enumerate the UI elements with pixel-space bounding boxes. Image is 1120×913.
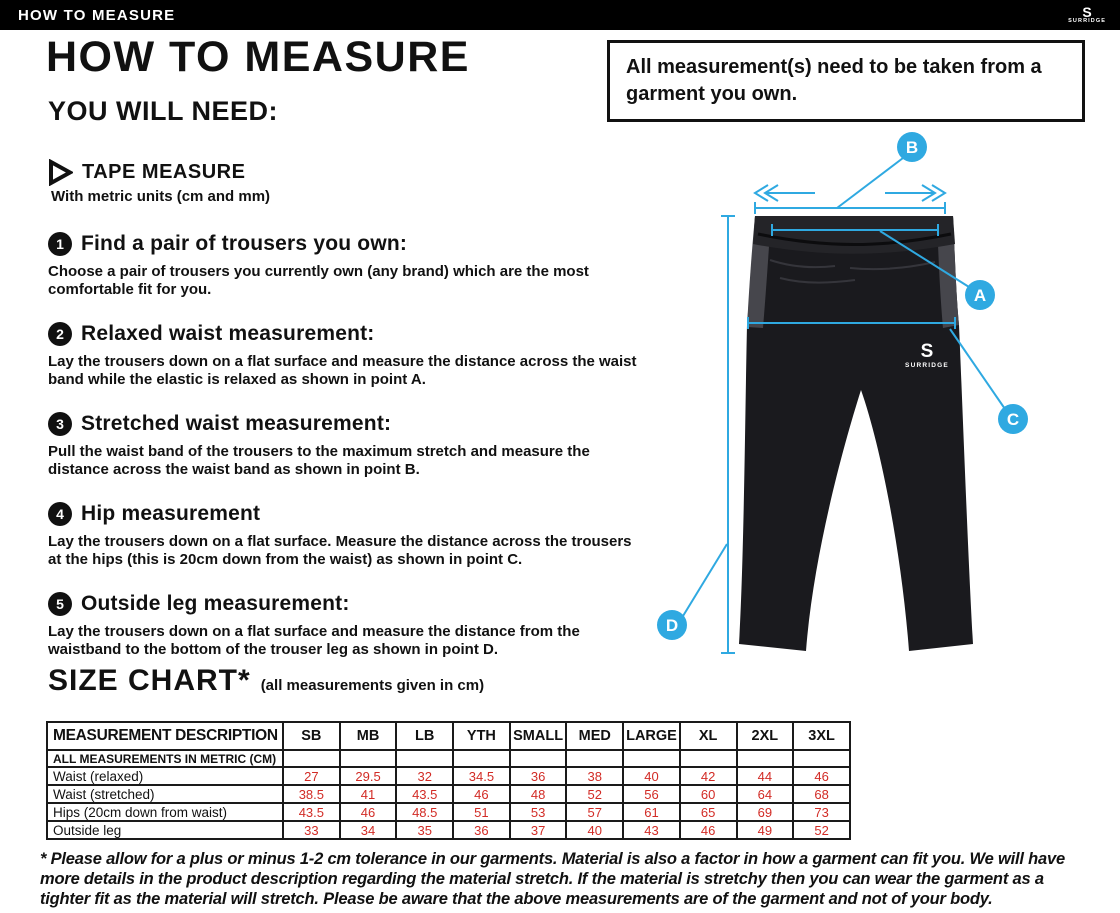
- cell-value: 52: [566, 785, 623, 803]
- stretched-waist-line: [755, 202, 945, 214]
- cell-value: 35: [396, 821, 453, 839]
- pointer-line-b: [837, 158, 903, 208]
- tape-measure-icon: [48, 159, 73, 186]
- column-header-mb: MB: [340, 722, 397, 750]
- step-1-title: Find a pair of trousers you own:: [81, 232, 408, 255]
- step-2-number-badge: 2: [48, 322, 72, 346]
- step-3-number-badge: 3: [48, 412, 72, 436]
- you-will-need-heading: YOU WILL NEED:: [48, 96, 279, 126]
- cell-value: 65: [680, 803, 737, 821]
- cell-value: 37: [510, 821, 567, 839]
- row-label: Outside leg: [47, 821, 283, 839]
- unit-row: [47, 750, 850, 767]
- cell-value: 34.5: [453, 767, 510, 785]
- step-1-number-badge: 1: [48, 232, 72, 256]
- cell-value: 43.5: [283, 803, 340, 821]
- step-3-heading: [48, 412, 648, 436]
- badge-c-label: C: [1006, 410, 1020, 429]
- table-row-waist-stretched: [47, 785, 850, 803]
- tape-measure-label: TAPE MEASURE: [82, 161, 246, 183]
- cell-value: 34: [340, 821, 397, 839]
- cell-value: 29.5: [340, 767, 397, 785]
- trousers-image: [739, 216, 973, 651]
- cell-value: 36: [453, 821, 510, 839]
- step-3-description: Pull the waist band of the trousers to the maximum stretch and measure the distance across the waist band as shown in point B.: [48, 443, 590, 479]
- waistband: [753, 216, 955, 254]
- cell-value: 73: [793, 803, 850, 821]
- cell-value: 38.5: [283, 785, 340, 803]
- step-2-title: Relaxed waist measurement:: [81, 322, 375, 345]
- unit-row-label: ALL MEASUREMENTS IN METRIC (CM): [47, 750, 283, 767]
- cell-value: 43: [623, 821, 680, 839]
- garment-s-icon: S: [920, 341, 934, 362]
- outside-leg-line: [721, 216, 735, 653]
- cell-value: 43.5: [396, 785, 453, 803]
- garment-brand-text: SURRIDGE: [905, 362, 949, 369]
- cell-value: 32: [396, 767, 453, 785]
- cell-value: 27: [283, 767, 340, 785]
- column-header-yth: YTH: [453, 722, 510, 750]
- cell-value: 41: [340, 785, 397, 803]
- step-4: [48, 502, 648, 570]
- step-5-number-badge: 5: [48, 592, 72, 616]
- cell-value: 48.5: [396, 803, 453, 821]
- cell-value: 49: [737, 821, 794, 839]
- note-text: All measurement(s) need to be taken from a garment you own.: [626, 56, 1042, 105]
- cell-value: 40: [623, 767, 680, 785]
- table-row-outside-leg: [47, 821, 850, 839]
- note-box: [607, 40, 1085, 122]
- step-1: [48, 232, 648, 300]
- row-label: Waist (stretched): [47, 785, 283, 803]
- step-5: [48, 592, 648, 660]
- cell-value: 57: [566, 803, 623, 821]
- step-5-heading: [48, 592, 648, 616]
- table-row-waist-relaxed: [47, 767, 850, 785]
- cell-value: 40: [566, 821, 623, 839]
- size-chart-heading: [48, 664, 484, 698]
- size-chart-table: [46, 721, 851, 840]
- surridge-logo: [1068, 3, 1110, 25]
- stretch-arrow-right-icon: [885, 185, 945, 201]
- cell-value: 46: [680, 821, 737, 839]
- trousers-body: [739, 216, 973, 651]
- top-bar: [0, 0, 1120, 30]
- row-label: Hips (20cm down from waist): [47, 803, 283, 821]
- step-2: [48, 322, 648, 390]
- column-header-2xl: 2XL: [737, 722, 794, 750]
- step-4-number-badge: 4: [48, 502, 72, 526]
- column-header-xl: XL: [680, 722, 737, 750]
- cell-value: 46: [453, 785, 510, 803]
- cell-value: 36: [510, 767, 567, 785]
- step-4-heading: [48, 502, 648, 526]
- column-header-3xl: 3XL: [793, 722, 850, 750]
- step-5-description: Lay the trousers down on a flat surface and measure the distance from the waistband to the bottom of the trouser leg as shown in point D.: [48, 623, 580, 659]
- pointer-line-d: [683, 544, 727, 616]
- step-4-description: Lay the trousers down on a flat surface. Measure the distance across the trousers at the hips (this is 20cm down from the waist) as shown in point C.: [48, 533, 632, 569]
- cell-value: 38: [566, 767, 623, 785]
- step-3: [48, 412, 648, 480]
- stretch-arrow-left-icon: [755, 185, 815, 201]
- badge-d-label: D: [665, 616, 679, 635]
- surridge-s-icon: S: [1082, 3, 1092, 20]
- cell-value: 44: [737, 767, 794, 785]
- size-chart-subtitle: (all measurements given in cm): [260, 677, 485, 694]
- badge-b-label: B: [905, 138, 919, 157]
- trousers-diagram: [650, 128, 1100, 676]
- cell-value: 33: [283, 821, 340, 839]
- step-1-description: Choose a pair of trousers you currently own (any brand) which are the most comfortable fit for you.: [48, 263, 589, 299]
- cell-value: 53: [510, 803, 567, 821]
- step-3-title: Stretched waist measurement:: [81, 412, 392, 435]
- cell-value: 69: [737, 803, 794, 821]
- size-chart-title: SIZE CHART*: [48, 664, 251, 697]
- tape-measure-detail: With metric units (cm and mm): [51, 188, 271, 205]
- badge-a-label: A: [973, 286, 987, 305]
- surridge-logo-text: SURRIDGE: [1068, 17, 1106, 24]
- column-header-lb: LB: [396, 722, 453, 750]
- step-2-description: Lay the trousers down on a flat surface and measure the distance across the waist band while the elastic is relaxed as shown in point A.: [48, 353, 637, 389]
- cell-value: 60: [680, 785, 737, 803]
- top-bar-title: HOW TO MEASURE: [18, 6, 176, 24]
- tape-measure-row: [48, 159, 245, 186]
- cell-value: 52: [793, 821, 850, 839]
- tolerance-footnote: * Please allow for a plus or minus 1-2 cm tolerance in our garments. Material is also a factor in how a garment can fit you. We will have more details in the product description regarding the material stretch. If the material is stretchy then you can wear the garment as a tighter fit as the material will stretch. Please be aware that the above measurements are of the garment and not of your body.: [40, 850, 1065, 908]
- cell-value: 42: [680, 767, 737, 785]
- trousers-diagram-svg: [650, 128, 1100, 676]
- cell-value: 51: [453, 803, 510, 821]
- table-row-hips: [47, 803, 850, 821]
- cell-value: 64: [737, 785, 794, 803]
- column-header-large: LARGE: [623, 722, 680, 750]
- column-header-med: MED: [566, 722, 623, 750]
- cell-value: 61: [623, 803, 680, 821]
- column-header-sb: SB: [283, 722, 340, 750]
- cell-value: 68: [793, 785, 850, 803]
- step-1-heading: [48, 232, 648, 256]
- cell-value: 46: [340, 803, 397, 821]
- row-label: Waist (relaxed): [47, 767, 283, 785]
- step-5-title: Outside leg measurement:: [81, 592, 350, 615]
- page-title: HOW TO MEASURE: [46, 33, 470, 81]
- cell-value: 48: [510, 785, 567, 803]
- cell-value: 46: [793, 767, 850, 785]
- size-chart-header-row: [47, 722, 850, 750]
- step-2-heading: [48, 322, 648, 346]
- step-4-title: Hip measurement: [81, 502, 261, 525]
- column-header-small: SMALL: [510, 722, 567, 750]
- column-header-description: MEASUREMENT DESCRIPTION: [47, 722, 283, 750]
- cell-value: 56: [623, 785, 680, 803]
